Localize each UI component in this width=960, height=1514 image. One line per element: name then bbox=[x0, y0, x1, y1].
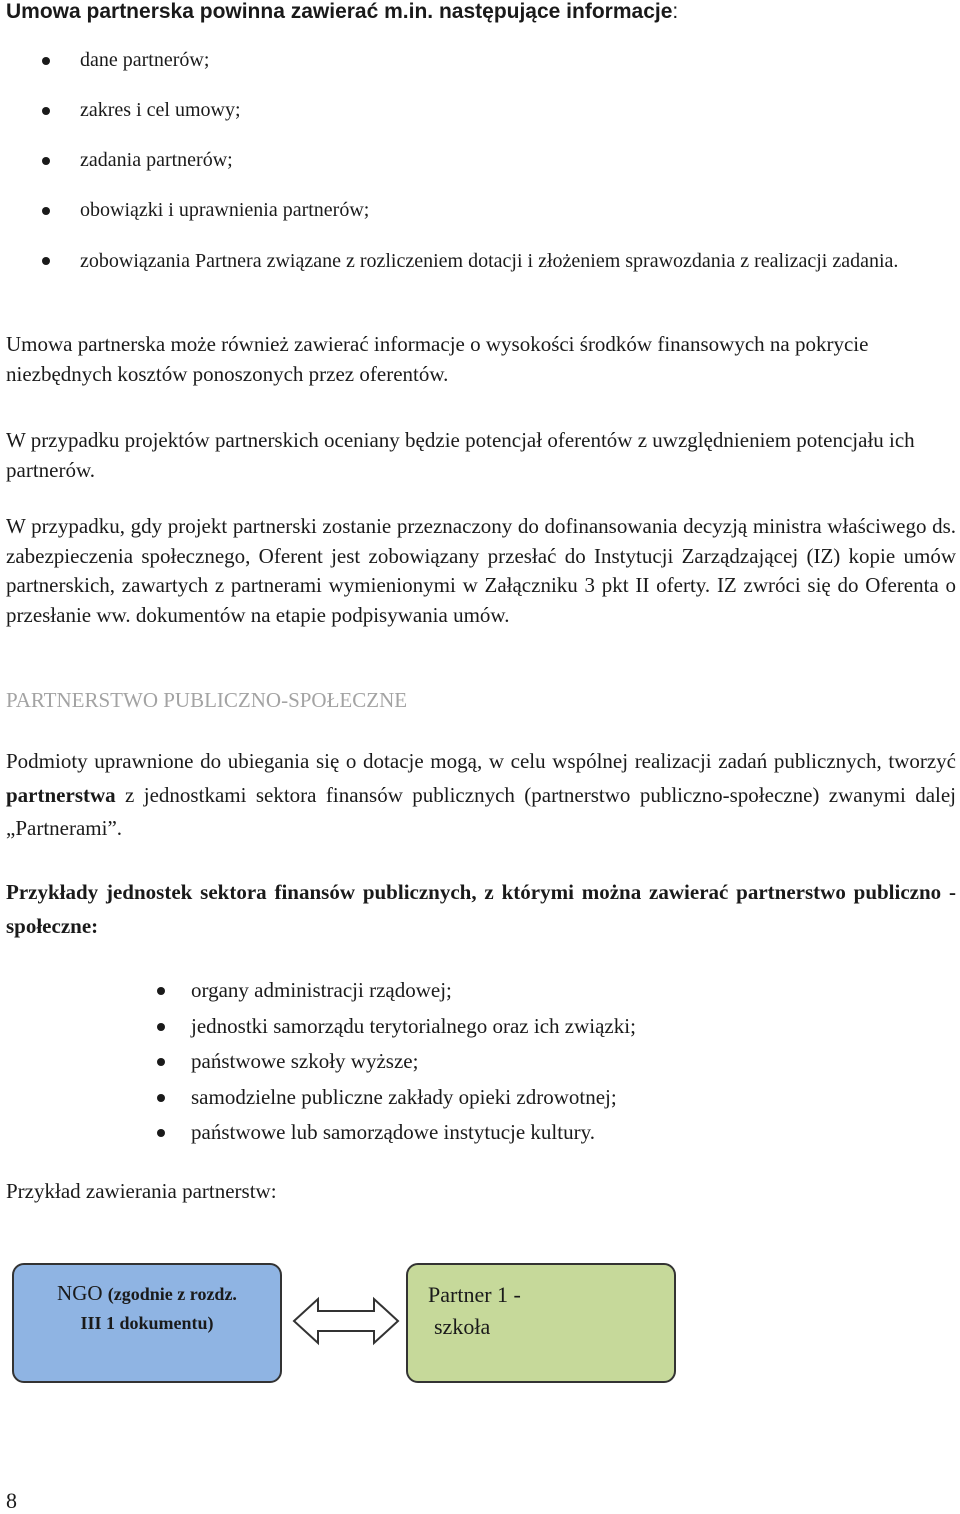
ngo-box-text bbox=[14, 1279, 280, 1337]
list-item bbox=[80, 95, 956, 145]
public-units-list bbox=[191, 973, 636, 1151]
partner-label-line2: szkoła bbox=[434, 1314, 491, 1339]
list-item-text: państwowe szkoły wyższe; bbox=[191, 1049, 419, 1073]
ngo-note-line2: III 1 dokumentu) bbox=[80, 1313, 214, 1333]
list-item bbox=[80, 245, 956, 297]
page-number: 8 bbox=[6, 1488, 17, 1513]
paragraph-partner-potential: W przypadku projektów partnerskich oceniany będzie potencjał oferentów z uwzględnieniem potencjału ich partnerów. bbox=[6, 428, 915, 482]
bullet-icon bbox=[42, 157, 50, 165]
bullet-icon bbox=[157, 1094, 165, 1102]
paragraph-text: z jednostkami sektora finansów publicznych (partnerstwo publiczno-społeczne) zwanymi dalej „Partnerami”. bbox=[6, 782, 956, 840]
bullet-icon bbox=[157, 987, 165, 995]
bullet-icon bbox=[157, 1129, 165, 1137]
list-item-text: zobowiązania Partnera związane z rozliczeniem dotacji i złożeniem sprawozdania z realizacji zadania. bbox=[80, 250, 899, 272]
list-item-text: organy administracji rządowej; bbox=[191, 978, 452, 1002]
ngo-box bbox=[12, 1263, 282, 1383]
ngo-label: NGO bbox=[57, 1281, 103, 1305]
list-item bbox=[191, 1115, 636, 1151]
paragraph-copies-of-agreements: W przypadku, gdy projekt partnerski zostanie przeznaczony do dofinansowania decyzją ministra właściwego ds. zabezpieczenia społecznego, Oferent jest zobowiązany przesłać do Instytucji Zarządzającej (IZ) kopie umów partnerskich, zawartych z partnerami wymienionymi w Załączniku 3 pkt II oferty. IZ zwróci się do Oferenta o przesłanie ww. dokumentów na etapie podpisywania umów. bbox=[6, 514, 956, 627]
paragraph-public-social-partnership bbox=[6, 745, 956, 846]
partner-box-text bbox=[428, 1279, 521, 1343]
ngo-note-line1: (zgodnie z rozdz. bbox=[107, 1284, 237, 1304]
paragraph-text: Podmioty uprawnione do ubiegania się o dotacje mogą, w celu wspólnej realizacji zadań publicznych, tworzyć bbox=[6, 749, 956, 773]
list-item-text: samodzielne publiczne zakłady opieki zdrowotnej; bbox=[191, 1084, 617, 1109]
partner-box bbox=[406, 1263, 676, 1383]
list-item-text: państwowe lub samorządowe instytucje kultury. bbox=[191, 1120, 595, 1144]
list-item-text: jednostki samorządu terytorialnego oraz ich związki; bbox=[191, 1013, 636, 1038]
list-item-text: dane partnerów; bbox=[80, 49, 210, 71]
bullet-icon bbox=[42, 257, 50, 265]
partner-label-line1: Partner 1 - bbox=[428, 1282, 521, 1307]
list-item bbox=[80, 45, 956, 95]
double-arrow-icon bbox=[292, 1296, 400, 1346]
bullet-icon bbox=[157, 1023, 165, 1031]
list-item-text: obowiązki i uprawnienia partnerów; bbox=[80, 199, 370, 221]
bullet-icon bbox=[42, 107, 50, 115]
paragraph-funding-info: Umowa partnerska może również zawierać informacje o wysokości środków finansowych na pokrycie niezbędnych kosztów ponoszonych przez oferentów. bbox=[6, 332, 869, 386]
paragraph-bold-term: partnerstwa bbox=[6, 782, 116, 807]
bullet-icon bbox=[157, 1058, 165, 1066]
bullet-icon bbox=[42, 57, 50, 65]
bullet-icon bbox=[42, 207, 50, 215]
list-item bbox=[191, 1080, 636, 1116]
list-item bbox=[80, 195, 956, 245]
heading-required-info-text: Umowa partnerska powinna zawierać m.in. następujące informacje bbox=[6, 0, 673, 23]
diagram-caption: Przykład zawierania partnerstw: bbox=[6, 1179, 277, 1203]
list-item bbox=[191, 1044, 636, 1080]
required-info-list bbox=[80, 45, 956, 297]
heading-colon: : bbox=[672, 0, 679, 23]
heading-required-info bbox=[6, 0, 678, 24]
list-item bbox=[191, 973, 636, 1009]
examples-heading: Przykłady jednostek sektora finansów publicznych, z którymi można zawierać partnerstwo publiczno - społeczne: bbox=[6, 880, 956, 938]
section-heading: PARTNERSTWO PUBLICZNO-SPOŁECZNE bbox=[6, 688, 408, 712]
list-item bbox=[80, 145, 956, 195]
list-item bbox=[191, 1009, 636, 1045]
list-item-text: zakres i cel umowy; bbox=[80, 99, 241, 121]
list-item-text: zadania partnerów; bbox=[80, 149, 233, 171]
